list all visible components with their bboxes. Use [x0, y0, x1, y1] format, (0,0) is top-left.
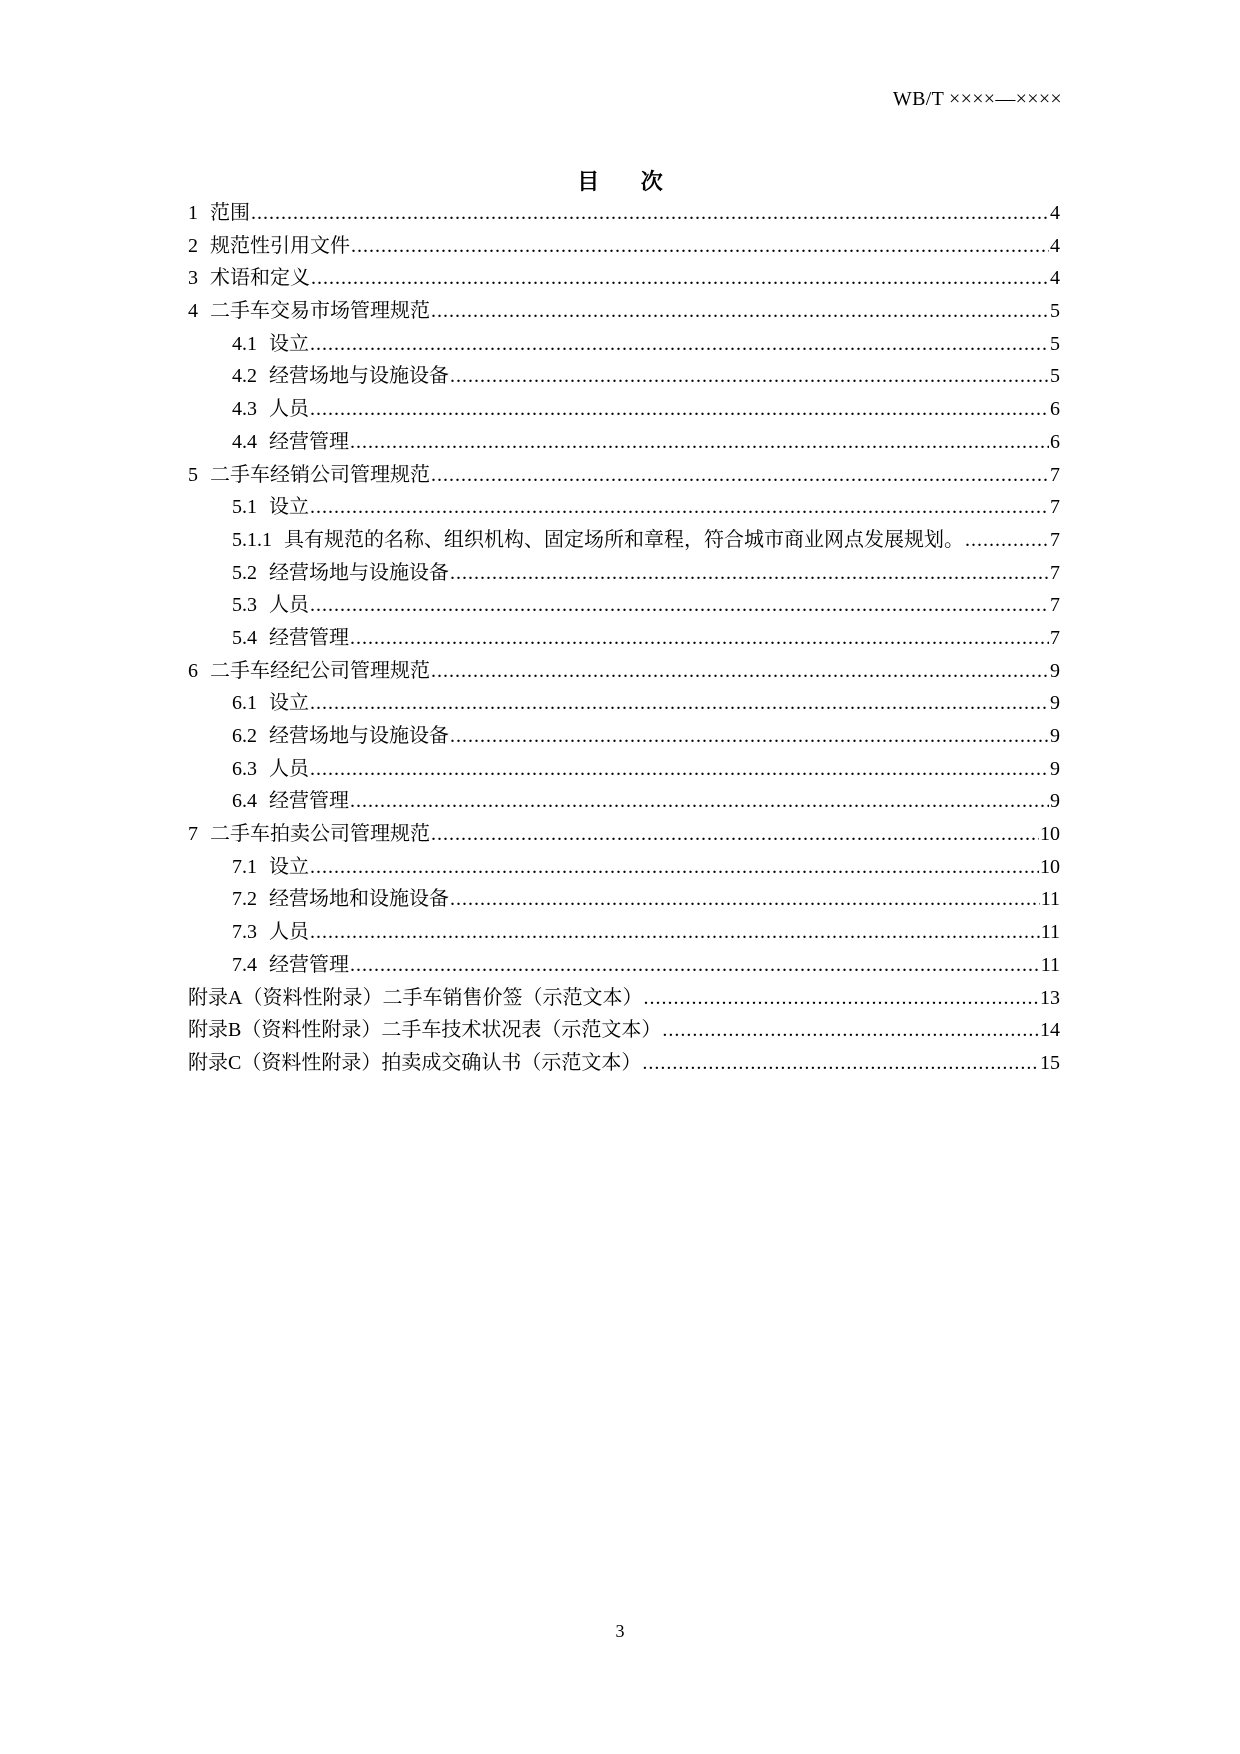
toc-leader-dots: [965, 524, 1049, 557]
toc-entry-title: 范围: [210, 202, 250, 224]
toc-entry-number: 7.1: [232, 855, 257, 878]
toc-entry[interactable]: [188, 295, 1060, 328]
toc-entry[interactable]: [188, 818, 1060, 851]
toc-leader-dots: [643, 982, 1039, 1015]
toc-leader-dots: [450, 360, 1049, 393]
toc-entry-number: 6.1: [232, 692, 257, 715]
toc-entry-number: 6.2: [232, 725, 257, 747]
toc-entry[interactable]: [188, 1014, 1060, 1047]
toc-entry-title: 附录B（资料性附录）二手车技术状况表（示范文本）: [188, 1019, 662, 1042]
toc-entry-title: 二手车交易市场管理规范: [210, 300, 430, 323]
toc-entry[interactable]: [188, 360, 1060, 393]
toc-entry[interactable]: [188, 589, 1060, 622]
table-of-contents: [188, 197, 1060, 1080]
toc-leader-dots: [431, 459, 1049, 492]
toc-entry-title: 具有规范的名称、组织机构、固定场所和章程，符合城市商业网点发展规划。: [284, 528, 964, 551]
toc-entry[interactable]: [188, 1047, 1060, 1080]
toc-entry-number: 4: [188, 300, 198, 323]
toc-entry[interactable]: [188, 230, 1060, 263]
toc-entry-title: 规范性引用文件: [210, 234, 350, 257]
toc-entry-number: 5.4: [232, 626, 257, 649]
toc-entry-title: 设立: [269, 855, 309, 878]
toc-entry-number: 5.2: [232, 561, 257, 584]
toc-entry-page: 4: [1050, 234, 1060, 257]
toc-entry-number: 4.1: [232, 332, 257, 355]
toc-leader-dots: [310, 753, 1049, 786]
toc-entry-page: 13: [1040, 986, 1060, 1009]
toc-entry[interactable]: [188, 785, 1060, 818]
toc-entry-page: 10: [1040, 823, 1060, 846]
toc-entry-title: 设立: [269, 692, 309, 715]
toc-entry-page: 14: [1040, 1019, 1060, 1042]
toc-entry-number: 1: [188, 202, 198, 224]
toc-entry-number: 6: [188, 659, 198, 682]
toc-entry-number: 5.3: [232, 594, 257, 617]
toc-entry-page: 5: [1050, 332, 1060, 355]
toc-entry-title: 经营场地与设施设备: [269, 725, 449, 747]
toc-leader-dots: [310, 851, 1039, 884]
toc-entry-title: 经营场地与设施设备: [269, 365, 449, 388]
toc-entry-title: 经营场地和设施设备: [269, 888, 449, 911]
toc-entry-page: 15: [1040, 1051, 1060, 1074]
toc-entry[interactable]: [188, 262, 1060, 295]
toc-leader-dots: [310, 491, 1049, 524]
toc-entry-page: 9: [1050, 659, 1060, 682]
toc-entry[interactable]: [188, 393, 1060, 426]
toc-entry-title: 人员: [269, 757, 309, 780]
toc-entry[interactable]: [188, 687, 1060, 720]
toc-leader-dots: [351, 230, 1049, 263]
toc-leader-dots: [450, 557, 1049, 590]
toc-entry-title: 经营场地与设施设备: [269, 561, 449, 584]
toc-entry-title: 经营管理: [269, 430, 349, 453]
toc-entry-title: 人员: [269, 921, 309, 944]
toc-entry-page: 9: [1050, 692, 1060, 715]
toc-leader-dots: [662, 1014, 1039, 1047]
toc-entry-page: 11: [1040, 921, 1060, 944]
toc-entry-title: 设立: [269, 496, 309, 519]
toc-entry-number: 5: [188, 463, 198, 486]
toc-entry-page: 7: [1050, 496, 1060, 519]
toc-entry[interactable]: [188, 949, 1060, 982]
toc-leader-dots: [450, 883, 1040, 916]
toc-entry-number: 7.4: [232, 953, 257, 976]
toc-entry-number: 7: [188, 823, 198, 846]
toc-entry[interactable]: [188, 753, 1060, 786]
toc-entry-page: 4: [1050, 202, 1060, 224]
toc-leader-dots: [350, 622, 1049, 655]
toc-leader-dots: [311, 262, 1049, 295]
toc-entry-page: 7: [1050, 626, 1060, 649]
toc-entry-page: 11: [1040, 953, 1060, 976]
toc-leader-dots: [310, 328, 1049, 361]
toc-entry-title: 二手车拍卖公司管理规范: [210, 823, 430, 846]
toc-entry-number: 6.3: [232, 757, 257, 780]
toc-entry-number: 5.1: [232, 496, 257, 519]
toc-entry[interactable]: [188, 426, 1060, 459]
toc-leader-dots: [310, 589, 1049, 622]
toc-entry-number: 6.4: [232, 790, 257, 813]
toc-leader-dots: [450, 720, 1049, 753]
page-number: 3: [615, 1621, 625, 1641]
toc-entry-number: 4.4: [232, 430, 257, 453]
toc-entry[interactable]: [188, 720, 1060, 753]
toc-entry-page: 5: [1050, 365, 1060, 388]
toc-leader-dots: [431, 295, 1049, 328]
toc-entry[interactable]: [188, 491, 1060, 524]
toc-leader-dots: [431, 655, 1049, 688]
toc-entry[interactable]: [188, 883, 1060, 916]
toc-leader-dots: [350, 426, 1049, 459]
toc-leader-dots: [310, 687, 1049, 720]
toc-entry-number: 7.3: [232, 921, 257, 944]
document-code: WB/T ××××—××××: [892, 88, 1062, 110]
toc-entry-page: 9: [1050, 725, 1060, 747]
toc-title: 目 次: [577, 169, 681, 194]
toc-entry-title: 经营管理: [269, 953, 349, 976]
toc-leader-dots: [251, 197, 1049, 230]
toc-entry[interactable]: [188, 982, 1060, 1015]
toc-entry[interactable]: [188, 459, 1060, 492]
toc-entry[interactable]: [188, 851, 1060, 884]
toc-entry-page: 5: [1050, 300, 1060, 323]
toc-entry[interactable]: [188, 655, 1060, 688]
toc-entry-page: 7: [1050, 561, 1060, 584]
toc-entry-title: 术语和定义: [210, 267, 310, 290]
toc-entry-number: 5.1.1: [232, 528, 272, 551]
toc-leader-dots: [350, 949, 1040, 982]
toc-entry[interactable]: [188, 524, 1060, 557]
toc-leader-dots: [431, 818, 1039, 851]
toc-entry-title: 人员: [269, 398, 309, 421]
toc-entry-title: 附录A（资料性附录）二手车销售价签（示范文本）: [188, 986, 643, 1009]
toc-entry-number: 4.3: [232, 398, 257, 421]
toc-leader-dots: [310, 393, 1049, 426]
toc-entry-number: 7.2: [232, 888, 257, 911]
toc-entry-page: 6: [1050, 430, 1060, 453]
toc-entry-page: 9: [1050, 790, 1060, 813]
toc-entry-page: 10: [1040, 855, 1060, 878]
toc-entry[interactable]: [188, 622, 1060, 655]
toc-entry-number: 4.2: [232, 365, 257, 388]
toc-entry-title: 二手车经销公司管理规范: [210, 463, 430, 486]
toc-entry-page: 7: [1050, 528, 1060, 551]
toc-entry-title: 二手车经纪公司管理规范: [210, 659, 430, 682]
toc-leader-dots: [350, 785, 1049, 818]
toc-entry-title: 附录C（资料性附录）拍卖成交确认书（示范文本）: [188, 1051, 642, 1074]
toc-entry-page: 11: [1040, 888, 1060, 911]
toc-entry-title: 人员: [269, 594, 309, 617]
toc-entry[interactable]: [188, 328, 1060, 361]
toc-entry-number: 3: [188, 267, 198, 290]
toc-leader-dots: [642, 1047, 1039, 1080]
toc-entry-page: 9: [1050, 757, 1060, 780]
toc-entry-page: 4: [1050, 267, 1060, 290]
toc-entry[interactable]: [188, 197, 1060, 230]
toc-entry-title: 设立: [269, 332, 309, 355]
toc-entry-number: 2: [188, 234, 198, 257]
toc-entry-title: 经营管理: [269, 626, 349, 649]
toc-entry-page: 7: [1050, 463, 1060, 486]
toc-entry[interactable]: [188, 916, 1060, 949]
toc-entry-page: 6: [1050, 398, 1060, 421]
toc-entry-title: 经营管理: [269, 790, 349, 813]
toc-leader-dots: [310, 916, 1040, 949]
toc-entry-page: 7: [1050, 594, 1060, 617]
toc-entry[interactable]: [188, 557, 1060, 590]
